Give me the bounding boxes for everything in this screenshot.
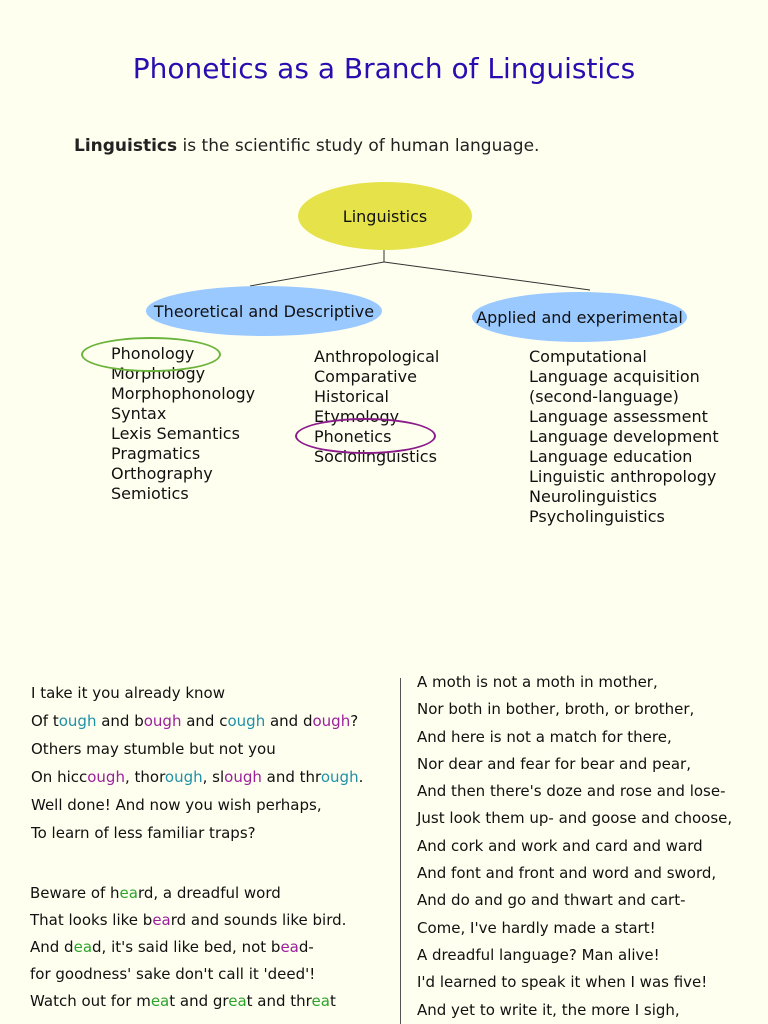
subfield-item: Pragmatics <box>111 444 201 463</box>
tree-connectors <box>0 0 768 340</box>
root-node-linguistics: Linguistics <box>298 182 472 250</box>
poem-line <box>31 707 363 735</box>
poem-line: A moth is not a moth in mother, <box>417 673 658 691</box>
poem-line <box>30 907 346 934</box>
branch-node-theoretical: Theoretical and Descriptive <box>146 286 382 336</box>
poem-text: rd, a dreadful word <box>137 884 281 902</box>
poem-right-column <box>417 669 732 1024</box>
subfield-item: Comparative <box>314 367 417 386</box>
subfield-item: Neurolinguistics <box>529 487 657 506</box>
poem-text: and b <box>96 712 144 731</box>
subfield-item: Lexis Semantics <box>111 424 240 443</box>
poem-line <box>31 819 363 847</box>
page-title: Phonetics as a Branch of Linguistics <box>132 52 636 85</box>
highlighted-letters: ea <box>152 911 171 930</box>
highlighted-letters: ea <box>150 992 170 1011</box>
subfield-item: Language education <box>529 447 693 466</box>
poem-text: That looks like b <box>30 911 153 930</box>
highlighted-letters: ea <box>73 938 93 957</box>
highlighted-letters: ough <box>87 768 125 787</box>
subfield-item: Semiotics <box>111 484 189 503</box>
poem-line: Come, I've hardly made a start! <box>417 918 656 937</box>
poem-text: t <box>329 992 336 1011</box>
subfield-item: Psycholinguistics <box>529 507 665 526</box>
poem-line: And then there's doze and rose and lose- <box>417 782 726 801</box>
poem-text: And d <box>30 938 74 957</box>
highlighted-letters: ea <box>280 938 299 957</box>
highlighted-letters: ea <box>228 992 247 1011</box>
phonetics-highlight-ring <box>295 418 436 454</box>
highlighted-letters: ea <box>119 884 138 902</box>
poem-text: ? <box>350 712 359 731</box>
highlighted-letters: ough <box>312 712 351 731</box>
subfield-item: Phonology <box>111 344 195 363</box>
poem-text: I take it you already know <box>31 684 225 702</box>
subfield-item: Computational <box>529 347 647 366</box>
poem-text: To learn of less familiar traps? <box>31 824 256 843</box>
poem-text: and d <box>265 712 313 731</box>
highlighted-letters: ough <box>58 712 97 731</box>
poem-text: Well done! And now you wish perhaps, <box>31 796 322 815</box>
poem-text: Beware of h <box>30 884 120 902</box>
subfield-item: Morphophonology <box>111 384 256 403</box>
poem-text: t and thr <box>246 992 312 1011</box>
highlighted-letters: ea <box>311 992 330 1011</box>
poem-line: And yet to write it, the more I sigh, <box>417 1000 680 1019</box>
subfield-item: Language assessment <box>529 407 708 426</box>
subfield-item: Orthography <box>111 464 213 483</box>
poem-text: Watch out for m <box>30 992 151 1011</box>
column-divider <box>400 678 401 1024</box>
subfield-item: (second-language) <box>529 387 679 406</box>
poem-text: d- <box>298 938 314 957</box>
poem-line: Just look them up- and goose and choose, <box>417 809 733 828</box>
poem-line <box>31 763 363 791</box>
poem-text: and thr <box>261 768 321 787</box>
subfield-item: Sociolinguistics <box>314 447 437 466</box>
poem-text: , thor <box>124 768 165 787</box>
subfield-item: Linguistic anthropology <box>529 467 717 486</box>
subfield-item: Phonetics <box>314 427 392 446</box>
subfield-item: Language acquisition <box>529 367 700 386</box>
intro-term: Linguistics <box>74 136 178 156</box>
poem-line: Nor dear and fear for bear and pear, <box>417 754 691 773</box>
highlighted-letters: ough <box>320 768 359 787</box>
poem-line <box>30 880 346 907</box>
highlighted-letters: ough <box>224 768 262 787</box>
poem-text: and c <box>181 712 228 731</box>
subfield-item: Language development <box>529 427 719 446</box>
branch-node-applied: Applied and experimental <box>472 292 687 342</box>
poem-line: And cork and work and card and ward <box>417 836 703 855</box>
poem-text: t and gr <box>169 992 229 1011</box>
poem-line: I'd learned to speak it when I was five! <box>417 973 708 992</box>
poem-line: And font and front and word and sword, <box>417 864 717 883</box>
subfield-item: Syntax <box>111 404 167 423</box>
right-branch-line <box>384 262 590 290</box>
poem-text: Of t <box>31 712 59 731</box>
poem-text: . <box>358 768 364 787</box>
poem-text: On hicc <box>31 768 88 787</box>
subfield-item: Etymology <box>314 407 400 426</box>
poem-line <box>30 961 346 988</box>
poem-line <box>31 735 363 763</box>
poem-line <box>30 934 346 961</box>
subfield-item: Morphology <box>111 364 206 383</box>
poem-left-stanza-1 <box>31 679 363 848</box>
highlighted-letters: ough <box>164 768 203 787</box>
poem-text: Others may stumble but not you <box>31 740 276 759</box>
poem-text: rd and sounds like bird. <box>170 911 347 930</box>
poem-text: for goodness' sake don't call it 'deed'! <box>30 965 316 984</box>
left-branch-line <box>250 262 384 286</box>
poem-text: , sl <box>202 768 225 787</box>
poem-text: d, it's said like bed, not b <box>92 938 281 957</box>
poem-left-stanza-2 <box>30 880 346 1015</box>
poem-line: A dreadful language? Man alive! <box>417 945 660 964</box>
phonology-highlight-ring <box>81 337 221 372</box>
poem-line <box>30 988 346 1015</box>
applied-subfields-list <box>529 347 719 527</box>
poem-line: And here is not a match for there, <box>417 727 672 746</box>
highlighted-letters: ough <box>227 712 266 731</box>
poem-line: And do and go and thwart and cart- <box>417 891 686 910</box>
subfield-item: Anthropological <box>314 347 440 366</box>
highlighted-letters: ough <box>143 712 182 731</box>
poem-line: Nor both in bother, broth, or brother, <box>417 700 695 719</box>
intro-definition: is the scientific study of human language. <box>177 136 540 156</box>
subfield-item: Historical <box>314 387 389 406</box>
poem-line <box>31 679 363 707</box>
poem-line <box>31 791 363 819</box>
